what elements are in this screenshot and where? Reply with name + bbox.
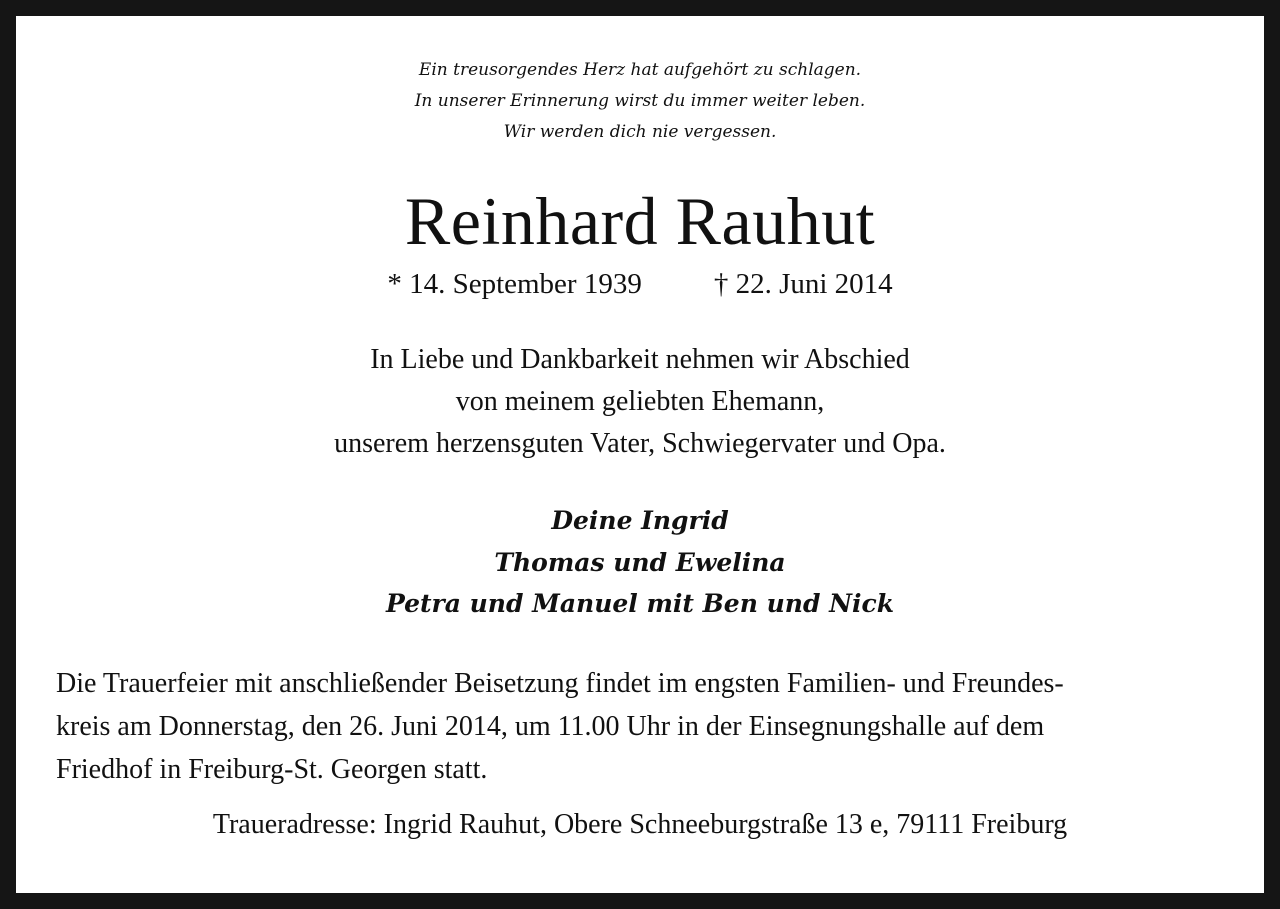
family-line-2: Thomas und Ewelina bbox=[494, 548, 786, 577]
family-line-3: Petra und Manuel mit Ben und Nick bbox=[385, 589, 895, 618]
motto-line-2: In unserer Erinnerung wirst du immer weiter leben. bbox=[414, 91, 866, 111]
deceased-name: Reinhard Rauhut bbox=[404, 183, 876, 259]
death-date: † 22. Juni 2014 bbox=[713, 268, 893, 300]
life-dates bbox=[16, 268, 1264, 301]
farewell-line-2: von meinem geliebten Ehemann, bbox=[455, 386, 825, 417]
ceremony-line-3: Friedhof in Freiburg-St. Georgen statt. bbox=[56, 754, 488, 785]
motto-line-1: Ein treusorgendes Herz hat aufgehört zu schlagen. bbox=[418, 60, 862, 80]
birth-date: * 14. September 1939 bbox=[387, 268, 642, 300]
farewell-line-3: unserem herzensguten Vater, Schwiegervater und Opa. bbox=[334, 428, 946, 459]
mourning-address: Traueradresse: Ingrid Rauhut, Obere Schneeburgstraße 13 e, 79111 Freiburg bbox=[212, 809, 1068, 840]
ceremony-line-1: Die Trauerfeier mit anschließender Beisetzung findet im engsten Familien- und Freundes- bbox=[56, 668, 1064, 699]
ceremony-line-2: kreis am Donnerstag, den 26. Juni 2014, um 11.00 Uhr in der Einsegnungshalle auf dem bbox=[56, 711, 1045, 742]
ceremony-paragraph bbox=[56, 662, 1226, 791]
motto-line-3: Wir werden dich nie vergessen. bbox=[503, 122, 777, 142]
farewell-line-1: In Liebe und Dankbarkeit nehmen wir Abschied bbox=[370, 344, 910, 375]
family-line-1: Deine Ingrid bbox=[551, 506, 729, 535]
